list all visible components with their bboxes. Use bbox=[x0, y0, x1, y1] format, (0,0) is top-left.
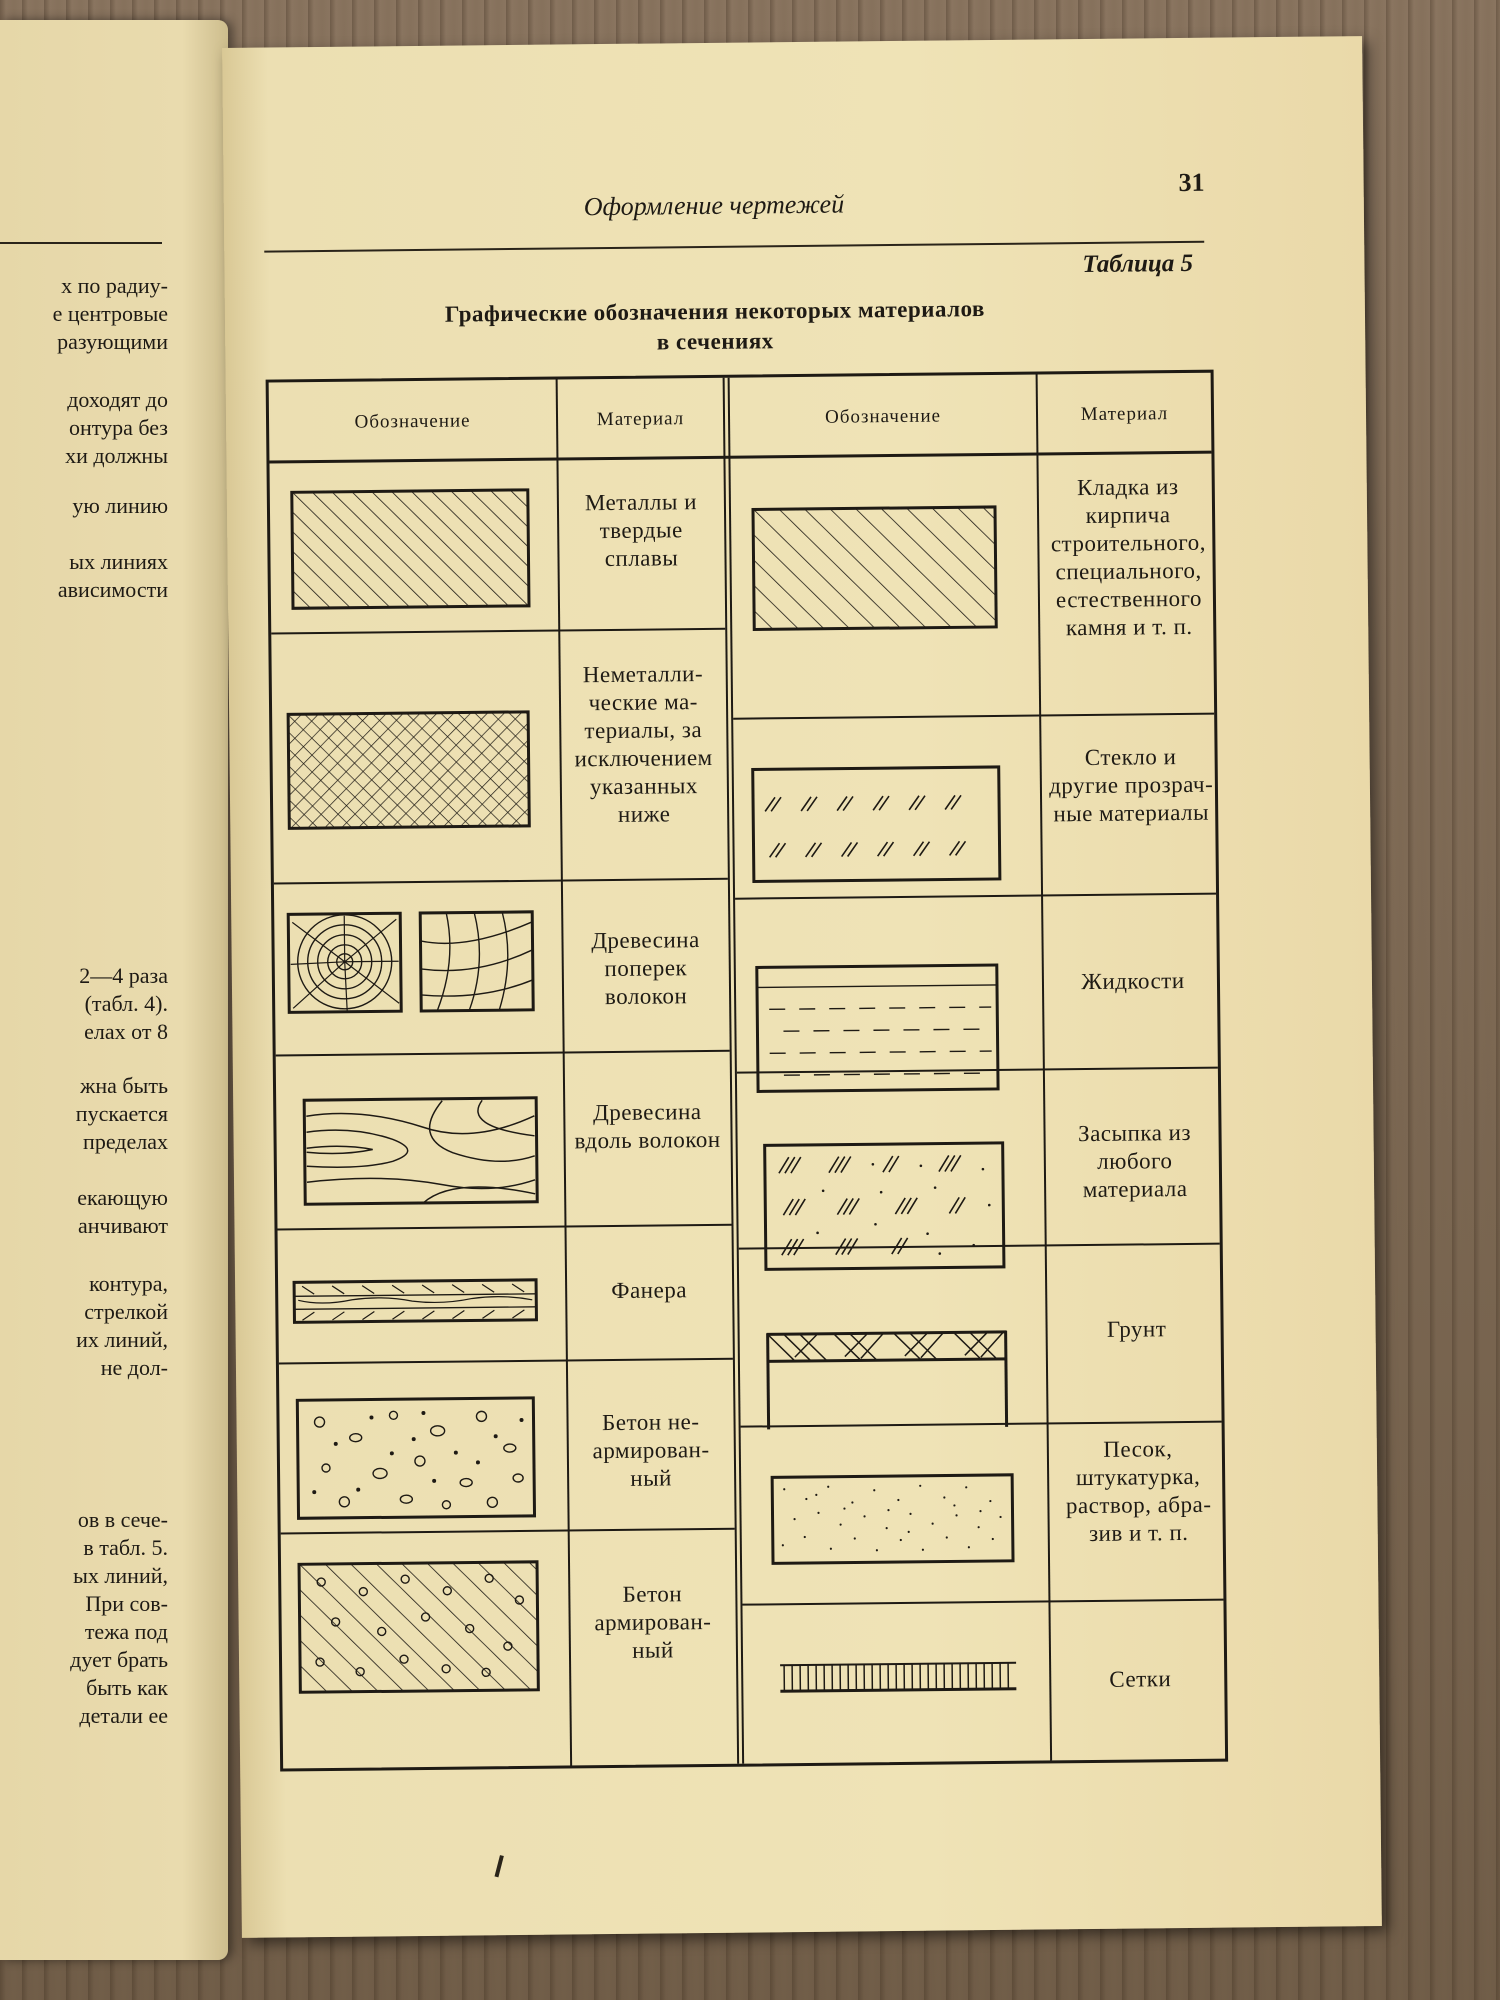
material-label-plywood: Фанера bbox=[611, 1277, 688, 1304]
material-label-sand: Песок, штукатурка, раствор, абразив и т. п. bbox=[1065, 1436, 1212, 1547]
table-number: Таблица 5 bbox=[1082, 249, 1194, 279]
left-text-line: елах от 8 bbox=[84, 1019, 168, 1044]
material-label-fill: Засыпка из любого материала bbox=[1077, 1119, 1192, 1203]
row-divider bbox=[271, 628, 725, 635]
left-text-line: дует брать bbox=[70, 1647, 168, 1672]
row-divider bbox=[278, 1224, 732, 1231]
row-divider bbox=[274, 878, 728, 885]
row-divider bbox=[733, 713, 1214, 720]
left-text-line: стрелкой bbox=[84, 1299, 168, 1324]
material-label-reinforced-concrete: Бетон армированный bbox=[594, 1581, 712, 1663]
left-text-line: онтура без bbox=[69, 415, 168, 440]
header-right-material: Материал bbox=[1080, 403, 1169, 426]
left-text-line: ависимости bbox=[57, 577, 168, 602]
left-text-line: 2—4 раза bbox=[79, 963, 168, 988]
swatch-concrete bbox=[295, 1396, 536, 1523]
left-text-line: пускается bbox=[75, 1101, 168, 1126]
left-text-line: ов в сече- bbox=[77, 1507, 168, 1532]
left-text-line: в табл. 5. bbox=[83, 1535, 168, 1560]
left-text-line: разующими bbox=[57, 329, 168, 354]
swatch-sand bbox=[770, 1473, 1015, 1566]
left-text-line: екающую bbox=[77, 1185, 168, 1210]
left-text-line: не дол- bbox=[100, 1355, 168, 1380]
swatch-fill bbox=[763, 1141, 1006, 1272]
header-rule bbox=[264, 241, 1204, 253]
left-text-line: ых линиях bbox=[69, 549, 168, 574]
left-text-line: ую линию bbox=[72, 493, 168, 518]
left-text-line: детали ее bbox=[79, 1703, 168, 1728]
material-label-liquid: Жидкости bbox=[1081, 967, 1185, 995]
header-bottom-rule bbox=[269, 451, 1211, 464]
left-text-line: их линий, bbox=[76, 1327, 168, 1352]
material-label-nonmetals: Неметаллические материалы, за исключением указанных ниже bbox=[574, 661, 713, 827]
right-page bbox=[222, 36, 1382, 1938]
material-label-mesh: Сетки bbox=[1109, 1666, 1172, 1692]
left-page bbox=[0, 20, 228, 1960]
table-title-line: Графические обозначения некоторых материалов bbox=[444, 296, 986, 327]
left-text-line: При сов- bbox=[85, 1591, 168, 1616]
running-head: Оформление чертежей bbox=[583, 189, 845, 222]
swatch-wood-cross-grain bbox=[286, 910, 543, 1017]
swatch-mesh bbox=[778, 1657, 1018, 1700]
material-label-wood-long: Древесина вдоль волокон bbox=[574, 1099, 721, 1154]
left-text-line: е центровые bbox=[52, 301, 168, 326]
row-divider bbox=[279, 1358, 733, 1365]
left-text-line: ых линий, bbox=[73, 1563, 168, 1588]
swatch-wood-long-grain bbox=[302, 1096, 539, 1206]
swatch-hatch-diagonal bbox=[290, 488, 531, 611]
column-divider bbox=[556, 380, 573, 1766]
swatch-glass bbox=[751, 765, 1002, 884]
swatch-plywood bbox=[292, 1276, 539, 1329]
ink-mark bbox=[495, 1855, 504, 1877]
material-label-masonry: Кладка из кирпича строительного, специального, естественного камня и т. п. bbox=[1050, 474, 1206, 641]
row-divider bbox=[735, 893, 1216, 900]
left-text-line: х по радиу- bbox=[61, 273, 168, 298]
left-text-line: быть как bbox=[86, 1675, 168, 1700]
material-label-soil: Грунт bbox=[1106, 1316, 1167, 1342]
material-label-wood-cross: Древесина поперек волокон bbox=[591, 927, 700, 1010]
swatch-soil bbox=[765, 1329, 1010, 1432]
swatch-hatch-cross bbox=[286, 710, 531, 831]
row-divider bbox=[276, 1050, 730, 1057]
material-label-metals: Металлы и твердые сплавы bbox=[584, 489, 698, 572]
left-text-line: пределах bbox=[83, 1129, 168, 1154]
left-page-header-rule bbox=[0, 242, 162, 244]
row-divider bbox=[281, 1528, 735, 1535]
table-title-line: в сечениях bbox=[656, 328, 774, 355]
header-right-symbol: Обозначение bbox=[824, 405, 942, 428]
row-divider bbox=[742, 1599, 1223, 1606]
materials-table bbox=[266, 370, 1229, 1772]
swatch-masonry bbox=[751, 505, 998, 632]
header-left-material: Материал bbox=[596, 408, 685, 431]
material-label-glass: Стекло и другие прозрачные материалы bbox=[1049, 744, 1213, 827]
left-text-line: хи должны bbox=[65, 443, 168, 468]
left-text-line: контура, bbox=[89, 1271, 168, 1296]
left-text-line: анчивают bbox=[78, 1213, 168, 1238]
left-text-line: жна быть bbox=[80, 1073, 168, 1098]
page-number: 31 bbox=[1178, 167, 1205, 198]
swatch-liquid bbox=[755, 963, 1000, 1094]
material-label-concrete: Бетон неармированный bbox=[592, 1409, 710, 1491]
left-text-line: тежа под bbox=[84, 1619, 168, 1644]
swatch-reinforced-concrete bbox=[297, 1560, 540, 1695]
header-left-symbol: Обозначение bbox=[354, 410, 471, 433]
left-text-line: доходят до bbox=[67, 387, 168, 412]
left-text-line: (табл. 4). bbox=[84, 991, 168, 1016]
table-title bbox=[345, 293, 1086, 361]
